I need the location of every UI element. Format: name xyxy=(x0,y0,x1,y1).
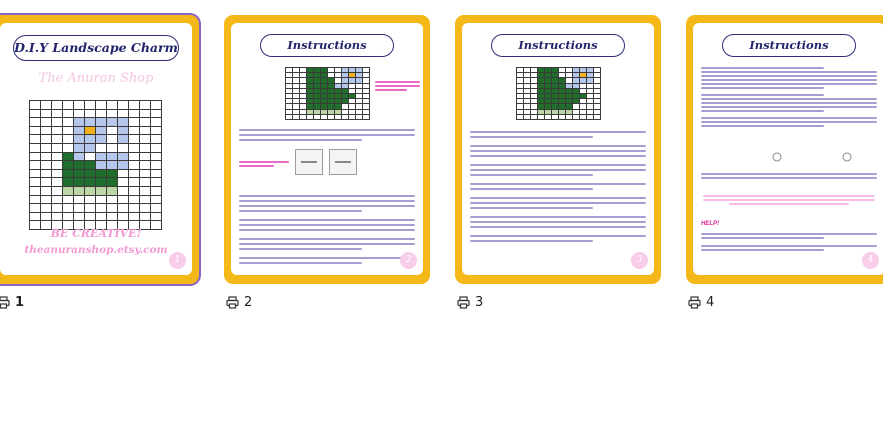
bead-cell xyxy=(63,161,74,170)
bead-cell xyxy=(63,153,74,162)
bead-cell xyxy=(41,178,52,187)
bead-cell xyxy=(151,110,162,119)
page-number: 1 xyxy=(15,294,25,310)
bead-cell xyxy=(286,115,293,120)
bead-cell xyxy=(74,118,85,127)
bead-cell xyxy=(140,127,151,136)
tagline: BE CREATIVE! xyxy=(50,227,142,240)
help-text-block xyxy=(701,233,877,253)
bead-cell xyxy=(107,144,118,153)
page-number: 2 xyxy=(244,294,253,310)
bead-cell xyxy=(107,178,118,187)
printer-icon xyxy=(457,296,470,309)
bead-cell xyxy=(118,178,129,187)
bead-cell xyxy=(118,213,129,222)
bead-cell xyxy=(63,101,74,110)
bead-cell xyxy=(307,115,314,120)
bead-cell xyxy=(85,196,96,205)
bead-cell xyxy=(41,213,52,222)
bead-cell xyxy=(140,213,151,222)
bead-cell xyxy=(129,135,140,144)
bead-cell xyxy=(566,115,573,120)
bead-cell xyxy=(517,115,524,120)
bead-cell xyxy=(30,118,41,127)
bead-cell xyxy=(129,153,140,162)
bead-cell xyxy=(118,144,129,153)
bead-cell xyxy=(52,161,63,170)
bead-cell xyxy=(140,204,151,213)
page-label-3[interactable] xyxy=(457,294,483,310)
bead-cell xyxy=(328,115,335,120)
figure-2 xyxy=(329,149,357,175)
tip-note xyxy=(239,161,289,169)
bead-cell xyxy=(85,204,96,213)
bead-cell xyxy=(151,127,162,136)
page-preview-2 xyxy=(231,23,423,275)
bead-cell xyxy=(96,101,107,110)
bead-cell xyxy=(573,115,580,120)
bead-cell xyxy=(85,153,96,162)
bead-cell xyxy=(74,101,85,110)
bead-cell xyxy=(85,101,96,110)
bead-cell xyxy=(107,213,118,222)
bead-cell xyxy=(129,178,140,187)
bead-cell xyxy=(96,170,107,179)
bead-cell xyxy=(524,115,531,120)
bead-cell xyxy=(531,115,538,120)
bead-cell xyxy=(107,161,118,170)
page-label-2[interactable] xyxy=(226,294,252,310)
bead-cell xyxy=(30,213,41,222)
bead-cell xyxy=(140,170,151,179)
bead-cell xyxy=(63,213,74,222)
instruction-text-block xyxy=(239,129,415,144)
help-heading: HELP! xyxy=(701,221,719,227)
bead-cell xyxy=(151,204,162,213)
bead-cell xyxy=(107,204,118,213)
bead-cell xyxy=(129,118,140,127)
page-number: 4 xyxy=(706,294,715,310)
bead-cell xyxy=(107,101,118,110)
bead-cell xyxy=(52,178,63,187)
bead-cell xyxy=(85,187,96,196)
bead-cell xyxy=(41,204,52,213)
bead-cell xyxy=(118,170,129,179)
bead-cell xyxy=(63,178,74,187)
bead-cell xyxy=(41,118,52,127)
bead-cell xyxy=(580,115,587,120)
bead-cell xyxy=(118,101,129,110)
bead-cell xyxy=(52,135,63,144)
bead-cell xyxy=(96,187,107,196)
bead-cell xyxy=(107,127,118,136)
shop-url: theanuranshop.etsy.com xyxy=(24,244,168,256)
bead-cell xyxy=(107,187,118,196)
bead-cell xyxy=(118,153,129,162)
bead-cell xyxy=(129,187,140,196)
pattern-note xyxy=(375,81,420,93)
bead-cell xyxy=(96,153,107,162)
bead-pattern-grid xyxy=(29,100,162,230)
page-badge: 4 xyxy=(862,252,879,269)
bead-cell xyxy=(107,118,118,127)
bead-cell xyxy=(30,187,41,196)
bead-cell xyxy=(552,115,559,120)
bead-cell xyxy=(30,196,41,205)
bead-cell xyxy=(118,135,129,144)
bead-cell xyxy=(140,153,151,162)
bead-cell xyxy=(293,115,300,120)
bead-cell xyxy=(74,196,85,205)
page-preview-1 xyxy=(0,23,192,275)
bead-cell xyxy=(151,135,162,144)
page-label-4[interactable] xyxy=(688,294,714,310)
bead-cell xyxy=(85,118,96,127)
bead-cell xyxy=(559,115,566,120)
bead-cell xyxy=(96,135,107,144)
page-preview-4 xyxy=(693,23,883,275)
instruction-text-block xyxy=(701,173,877,181)
bead-cell xyxy=(85,178,96,187)
figure-1 xyxy=(295,149,323,175)
bead-cell xyxy=(41,144,52,153)
bead-cell xyxy=(129,101,140,110)
bead-cell xyxy=(96,196,107,205)
bead-cell xyxy=(151,187,162,196)
page-preview-3 xyxy=(462,23,654,275)
bead-cell xyxy=(129,110,140,119)
bead-cell xyxy=(52,187,63,196)
bead-cell xyxy=(52,196,63,205)
bead-cell xyxy=(41,153,52,162)
printer-icon xyxy=(0,296,10,309)
bead-cell xyxy=(52,204,63,213)
bead-cell xyxy=(74,144,85,153)
bead-cell xyxy=(151,178,162,187)
bead-cell xyxy=(140,178,151,187)
bead-cell xyxy=(63,135,74,144)
bead-cell xyxy=(74,187,85,196)
bead-cell xyxy=(140,101,151,110)
bead-cell xyxy=(140,118,151,127)
bead-cell xyxy=(30,127,41,136)
bead-cell xyxy=(30,110,41,119)
page-thumbnail-3[interactable] xyxy=(455,15,661,284)
bead-cell xyxy=(107,153,118,162)
instructions-title: Instructions xyxy=(491,34,625,57)
bead-cell xyxy=(74,110,85,119)
bead-cell xyxy=(107,110,118,119)
bead-cell xyxy=(118,110,129,119)
bead-cell xyxy=(587,115,594,120)
bead-cell xyxy=(140,110,151,119)
bead-cell xyxy=(356,115,363,120)
bead-cell xyxy=(52,110,63,119)
bead-cell xyxy=(41,135,52,144)
bead-cell xyxy=(129,144,140,153)
bead-cell xyxy=(30,178,41,187)
bead-cell xyxy=(63,144,74,153)
bead-cell xyxy=(107,135,118,144)
bead-cell xyxy=(74,127,85,136)
instructions-title: Instructions xyxy=(722,34,856,57)
instructions-title: Instructions xyxy=(260,34,394,57)
bead-cell xyxy=(85,144,96,153)
bead-cell xyxy=(118,127,129,136)
bead-cell xyxy=(63,196,74,205)
instruction-text-block xyxy=(701,67,877,129)
bead-cell xyxy=(129,196,140,205)
bead-cell xyxy=(41,187,52,196)
bead-cell xyxy=(96,127,107,136)
bead-cell xyxy=(342,115,349,120)
page-thumbnail-4[interactable] xyxy=(686,15,883,284)
bead-cell xyxy=(63,187,74,196)
bead-cell xyxy=(118,196,129,205)
bead-cell xyxy=(74,153,85,162)
bead-cell xyxy=(63,170,74,179)
bead-cell xyxy=(151,170,162,179)
bead-cell xyxy=(594,115,601,120)
bead-cell xyxy=(140,144,151,153)
bead-cell xyxy=(151,144,162,153)
bead-pattern-thumbnail xyxy=(516,67,601,120)
bead-cell xyxy=(151,101,162,110)
bead-cell xyxy=(74,204,85,213)
bead-cell xyxy=(349,115,356,120)
page-number: 3 xyxy=(475,294,484,310)
bead-cell xyxy=(30,170,41,179)
bead-cell xyxy=(74,161,85,170)
bead-cell xyxy=(63,110,74,119)
bead-cell xyxy=(52,127,63,136)
bead-cell xyxy=(85,127,96,136)
bead-cell xyxy=(63,204,74,213)
bead-cell xyxy=(129,170,140,179)
page-thumbnail-1[interactable] xyxy=(0,15,199,284)
bead-cell xyxy=(30,204,41,213)
bead-cell xyxy=(63,127,74,136)
printer-icon xyxy=(688,296,701,309)
bead-cell xyxy=(151,118,162,127)
bead-cell xyxy=(129,204,140,213)
bead-cell xyxy=(545,115,552,120)
closing-note xyxy=(703,195,875,205)
bead-cell xyxy=(129,213,140,222)
instruction-text-block xyxy=(239,195,415,267)
bead-cell xyxy=(41,110,52,119)
bead-cell xyxy=(118,204,129,213)
bead-cell xyxy=(52,153,63,162)
bead-cell xyxy=(118,118,129,127)
page-badge: 2 xyxy=(400,252,417,269)
bead-cell xyxy=(314,115,321,120)
printer-icon xyxy=(226,296,239,309)
bead-cell xyxy=(118,161,129,170)
bead-cell xyxy=(30,135,41,144)
shop-name: The Anuran Shop xyxy=(38,71,154,86)
bead-cell xyxy=(107,196,118,205)
page-badge: 1 xyxy=(169,252,186,269)
bead-cell xyxy=(74,170,85,179)
bead-cell xyxy=(300,115,307,120)
bead-cell xyxy=(151,153,162,162)
bead-cell xyxy=(52,101,63,110)
bead-cell xyxy=(118,187,129,196)
bead-cell xyxy=(85,135,96,144)
bead-pattern-thumbnail xyxy=(285,67,370,120)
bead-cell xyxy=(85,161,96,170)
bead-cell xyxy=(74,213,85,222)
bead-cell xyxy=(363,115,370,120)
bead-cell xyxy=(52,170,63,179)
bead-cell xyxy=(129,127,140,136)
bead-cell xyxy=(151,213,162,222)
bead-cell xyxy=(30,153,41,162)
bead-cell xyxy=(30,101,41,110)
bead-cell xyxy=(140,187,151,196)
bead-cell xyxy=(140,135,151,144)
bead-cell xyxy=(335,115,342,120)
page-badge: 3 xyxy=(631,252,648,269)
page-label-1[interactable] xyxy=(0,294,24,310)
bead-cell xyxy=(52,118,63,127)
bead-cell xyxy=(107,170,118,179)
bead-cell xyxy=(30,144,41,153)
bead-cell xyxy=(41,101,52,110)
bead-cell xyxy=(96,118,107,127)
bead-cell xyxy=(96,204,107,213)
bead-cell xyxy=(96,144,107,153)
bead-cell xyxy=(41,196,52,205)
bead-cell xyxy=(52,213,63,222)
bead-cell xyxy=(30,161,41,170)
bead-cell xyxy=(96,110,107,119)
bead-cell xyxy=(85,213,96,222)
bead-cell xyxy=(321,115,328,120)
charm-title: D.I.Y Landscape Charm xyxy=(13,35,179,61)
bead-cell xyxy=(96,213,107,222)
instruction-text-block xyxy=(470,131,646,245)
bead-cell xyxy=(96,161,107,170)
bead-cell xyxy=(85,110,96,119)
bead-cell xyxy=(74,178,85,187)
bead-cell xyxy=(151,161,162,170)
bead-cell xyxy=(41,170,52,179)
bead-cell xyxy=(41,161,52,170)
bead-cell xyxy=(140,161,151,170)
bead-cell xyxy=(52,144,63,153)
page-thumbnail-2[interactable] xyxy=(224,15,430,284)
bead-cell xyxy=(85,170,96,179)
bead-cell xyxy=(63,118,74,127)
bead-cell xyxy=(41,127,52,136)
bead-cell xyxy=(96,178,107,187)
clasp-icon xyxy=(767,151,867,163)
bead-cell xyxy=(140,196,151,205)
bead-cell xyxy=(129,161,140,170)
bead-cell xyxy=(538,115,545,120)
bead-cell xyxy=(74,135,85,144)
bead-cell xyxy=(151,196,162,205)
